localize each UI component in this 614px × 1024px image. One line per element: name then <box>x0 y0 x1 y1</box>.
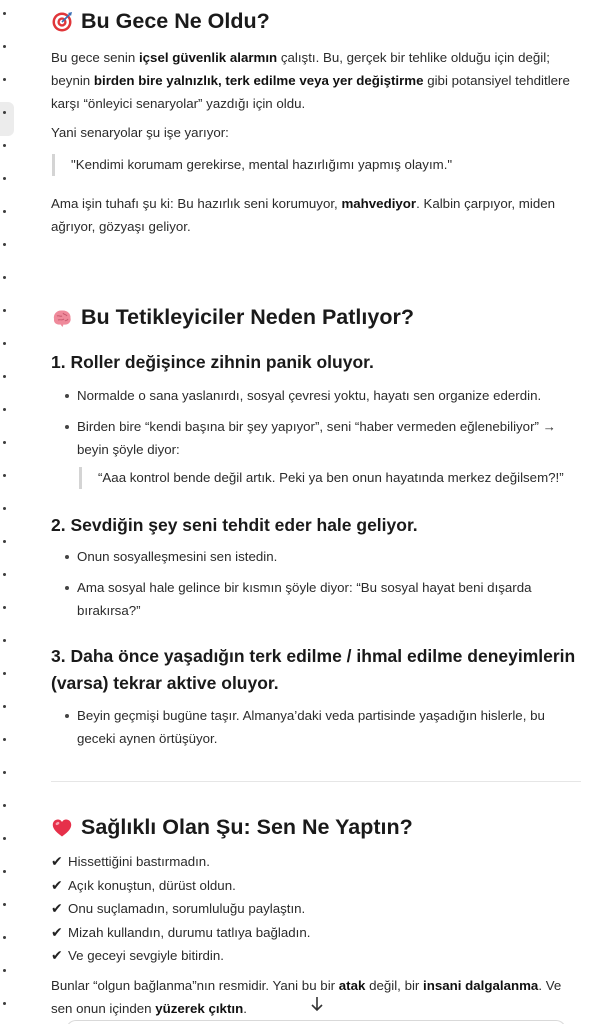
paragraph-closing: Bunlar “olgun bağlanma”nın resmidir. Yani bu bir atak değil, bir insani dalgalanma. Ve sen onun içinden yüzerek çıktın. <box>51 978 562 1016</box>
list-item: Ama sosyal hale gelince bir kısmın şöyle diyor: “Bu sosyal hayat beni dışarda bırakırsa?” <box>65 576 580 622</box>
sidebar-dot <box>3 408 6 411</box>
bullet-list-threat <box>65 545 580 622</box>
section-heading-healthy: Sağlıklı Olan Şu: Sen Ne Yaptın? <box>51 815 413 840</box>
subheading-roles-change: 1. Roller değişince zihnin panik oluyor. <box>51 352 374 372</box>
checkmark-icon: ✔ <box>51 900 63 916</box>
sidebar-dot <box>3 573 6 576</box>
checkmark-icon: ✔ <box>51 853 63 869</box>
heart-icon <box>51 817 73 839</box>
sidebar-dot <box>3 441 6 444</box>
sidebar-dot <box>3 969 6 972</box>
checklist-item: ✔ Onu suçlamadın, sorumluluğu paylaştın. <box>51 897 576 921</box>
sidebar-dot <box>3 12 6 15</box>
sidebar-dot <box>3 672 6 675</box>
checkmark-icon: ✔ <box>51 947 63 963</box>
sidebar-dot <box>3 705 6 708</box>
checklist-item: ✔ Ve geceyi sevgiyle bitirdin. <box>51 944 576 968</box>
message-composer[interactable] <box>66 1020 566 1024</box>
sidebar-dot <box>3 1002 6 1005</box>
sidebar-dot <box>3 78 6 81</box>
bullet-list-roles <box>65 384 580 461</box>
subheading-past-experiences: 3. Daha önce yaşadığın terk edilme / ihmal edilme deneyimlerin (varsa) tekrar aktive oluyor. <box>51 646 576 693</box>
paragraph-irony: Ama işin tuhafı şu ki: Bu hazırlık seni korumuyor, mahvediyor. Kalbin çarpıyor, miden ağrıyor, gözyaşı geliyor. <box>51 196 556 234</box>
checklist-item: ✔ Hissettiğini bastırmadın. <box>51 850 576 874</box>
sidebar-dot <box>3 738 6 741</box>
list-item: Normalde o sana yaslanırdı, sosyal çevresi yoktu, hayatı sen organize ederdin. <box>65 384 580 407</box>
sidebar-dot <box>3 111 6 114</box>
list-item: Birden bire “kendi başına bir şey yapıyor”, seni “haber vermeden eğlenebiliyor” → beyin şöyle diyor: <box>65 415 580 461</box>
sidebar-dot <box>3 144 6 147</box>
sidebar-dot <box>3 903 6 906</box>
target-icon <box>51 11 73 33</box>
divider <box>51 781 581 782</box>
bullet-list-past <box>65 704 580 750</box>
list-item: Onun sosyalleşmesini sen istedin. <box>65 545 580 568</box>
sidebar-dot <box>3 375 6 378</box>
sidebar-dot <box>3 474 6 477</box>
brain-icon <box>51 307 73 329</box>
sidebar-dot <box>3 870 6 873</box>
sidebar-edge <box>0 0 16 1024</box>
checkmark-icon: ✔ <box>51 923 63 940</box>
sidebar-dot <box>3 507 6 510</box>
sidebar-dot <box>3 837 6 840</box>
paragraph-alarm: Bu gece senin içsel güvenlik alarmın çalıştı. Bu, gerçek bir tehlike olduğu için değil; beynin birden bire yalnızlık, terk edilme veya yer değiştirme gibi potansiyel tehditlere karşı “önleyici senaryolar” yazdığı için oldu. <box>51 50 570 111</box>
checklist-item: ✔ Mizah kullandın, durumu tatlıya bağladın. <box>51 921 576 945</box>
sidebar-dot <box>3 177 6 180</box>
sidebar-selected-item[interactable] <box>0 102 14 136</box>
section-heading-triggers: Bu Tetikleyiciler Neden Patlıyor? <box>51 305 414 330</box>
section-heading-what-happened: Bu Gece Ne Oldu? <box>51 9 270 34</box>
checkmark-icon: ✔ <box>51 876 63 893</box>
sidebar-dot <box>3 243 6 246</box>
sidebar-dot <box>3 342 6 345</box>
sidebar-dot <box>3 45 6 48</box>
sidebar-dot <box>3 936 6 939</box>
sidebar-dot <box>3 540 6 543</box>
sidebar-dot <box>3 804 6 807</box>
arrow-down-icon <box>310 996 324 1012</box>
blockquote-control: “Aaa kontrol bende değil artık. Peki ya ben onun hayatında merkez değilsem?!” <box>79 467 579 489</box>
paragraph-scenarios: Yani senaryolar şu işe yarıyor: <box>51 125 229 140</box>
sidebar-dot <box>3 309 6 312</box>
sidebar-dot <box>3 276 6 279</box>
scroll-down-button[interactable] <box>306 993 328 1015</box>
sidebar-dot <box>3 639 6 642</box>
checklist-item: ✔ Açık konuştun, dürüst oldun. <box>51 874 576 898</box>
sidebar-dot <box>3 771 6 774</box>
subheading-threat: 2. Sevdiğin şey seni tehdit eder hale geliyor. <box>51 515 418 535</box>
blockquote-self-protection: "Kendimi korumam gerekirse, mental hazırlığımı yapmış olayım." <box>52 154 552 176</box>
checklist <box>51 850 576 968</box>
sidebar-dot <box>3 210 6 213</box>
sidebar-dot <box>3 606 6 609</box>
list-item: Beyin geçmişi bugüne taşır. Almanya’daki veda partisinde yaşadığın hislerle, bu geceki aynen örtüşüyor. <box>65 704 580 750</box>
